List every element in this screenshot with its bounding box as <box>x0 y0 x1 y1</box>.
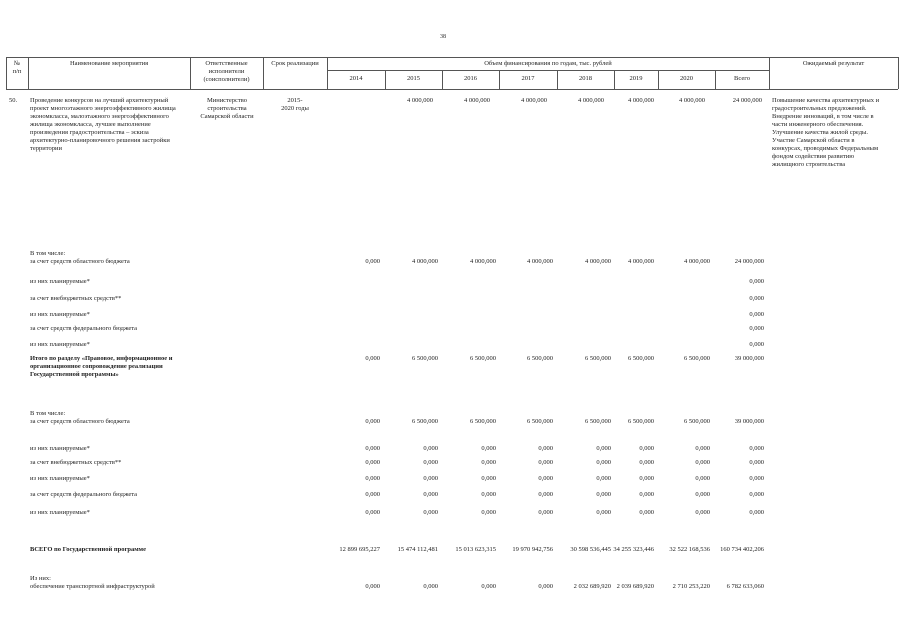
row-value-2020: 0,000 <box>695 459 710 466</box>
row-value-2019: 6 500,000 <box>628 418 654 425</box>
row-value-Всего: 0,000 <box>749 311 764 318</box>
header-name: Наименование мероприятия <box>69 60 149 67</box>
row-value-2015: 4 000,000 <box>412 258 438 265</box>
year-2014: 2014 <box>349 75 363 82</box>
row-value-Всего: 6 782 633,060 <box>726 583 764 590</box>
row-label: из них планируемые* <box>30 341 90 348</box>
row-value-2018: 2 032 689,920 <box>573 583 611 590</box>
row-label: за счет внебюджетных средств** <box>30 295 122 302</box>
row-label: Итого по разделу «Правовое, информационное и организационное сопровождение реализации Государственной программы» <box>30 355 173 378</box>
row-value-2015: 0,000 <box>423 475 438 482</box>
row-value-Всего: 0,000 <box>749 445 764 452</box>
row-value-2019: 0,000 <box>639 445 654 452</box>
item-value-2020: 4 000,000 <box>679 97 705 104</box>
row-value-2018: 6 500,000 <box>585 355 611 362</box>
row-value-2019: 2 039 689,920 <box>616 583 654 590</box>
item-value-2015: 4 000,000 <box>407 97 433 104</box>
row-value-2016: 15 013 623,315 <box>455 546 496 553</box>
item-value-2016: 4 000,000 <box>464 97 490 104</box>
item-term: 2015- 2020 годы <box>281 97 309 112</box>
row-label: В том числе: за счет средств областного бюджета <box>30 250 130 265</box>
row-value-2017: 0,000 <box>538 445 553 452</box>
row-value-2020: 0,000 <box>695 475 710 482</box>
row-value-2016: 0,000 <box>481 475 496 482</box>
row-label: из них планируемые* <box>30 445 90 452</box>
row-value-2019: 0,000 <box>639 459 654 466</box>
header-no: № п/п <box>12 60 22 75</box>
row-value-2016: 0,000 <box>481 459 496 466</box>
row-value-Всего: 0,000 <box>749 509 764 516</box>
row-label: из них планируемые* <box>30 278 90 285</box>
row-label: за счет средств федерального бюджета <box>30 491 138 498</box>
row-value-2017: 0,000 <box>538 459 553 466</box>
row-value-2015: 0,000 <box>423 445 438 452</box>
row-value-2016: 4 000,000 <box>470 258 496 265</box>
row-value-2014: 0,000 <box>365 491 380 498</box>
row-value-2015: 15 474 112,481 <box>397 546 438 553</box>
row-value-2020: 6 500,000 <box>684 418 710 425</box>
row-value-2015: 0,000 <box>423 509 438 516</box>
year-total: Всего <box>734 75 750 82</box>
year-2016: 2016 <box>464 75 477 82</box>
row-value-2020: 2 710 253,220 <box>672 583 710 590</box>
row-value-2017: 19 970 942,756 <box>512 546 553 553</box>
row-value-2019: 0,000 <box>639 475 654 482</box>
years-top-line <box>327 70 769 71</box>
row-value-2016: 6 500,000 <box>470 418 496 425</box>
page-number: 38 <box>440 34 446 40</box>
col-line <box>898 57 899 89</box>
row-label: из них планируемые* <box>30 475 90 482</box>
row-value-2014: 0,000 <box>365 418 380 425</box>
row-value-2018: 0,000 <box>596 475 611 482</box>
row-value-2016: 0,000 <box>481 491 496 498</box>
header-responsible: Ответственные исполнители (соисполнители) <box>203 60 250 83</box>
item-value-2018: 4 000,000 <box>578 97 604 104</box>
row-value-2015: 0,000 <box>423 583 438 590</box>
row-value-2018: 4 000,000 <box>585 258 611 265</box>
row-value-2017: 0,000 <box>538 475 553 482</box>
row-value-2020: 0,000 <box>695 491 710 498</box>
row-value-2015: 0,000 <box>423 459 438 466</box>
row-value-2014: 0,000 <box>365 258 380 265</box>
row-value-2017: 4 000,000 <box>527 258 553 265</box>
row-value-Всего: 0,000 <box>749 278 764 285</box>
row-value-2020: 32 522 168,536 <box>669 546 710 553</box>
row-value-2014: 0,000 <box>365 509 380 516</box>
row-value-2018: 0,000 <box>596 445 611 452</box>
row-value-2016: 0,000 <box>481 509 496 516</box>
item-value-total: 24 000,000 <box>732 97 762 104</box>
row-value-2020: 6 500,000 <box>684 355 710 362</box>
year-2017: 2017 <box>521 75 535 82</box>
row-value-2015: 6 500,000 <box>412 355 438 362</box>
row-value-2014: 0,000 <box>365 583 380 590</box>
row-value-2016: 0,000 <box>481 583 496 590</box>
year-2019: 2019 <box>629 75 643 82</box>
row-value-2020: 0,000 <box>695 445 710 452</box>
row-value-Всего: 0,000 <box>749 475 764 482</box>
row-value-2016: 6 500,000 <box>470 355 496 362</box>
row-label: за счет средств федерального бюджета <box>30 325 138 332</box>
year-2020: 2020 <box>680 75 693 82</box>
header-top-line <box>6 57 898 58</box>
row-value-2014: 0,000 <box>365 459 380 466</box>
row-value-2015: 6 500,000 <box>412 418 438 425</box>
item-result: Повышение качества архитектурных и градостроительных предложений. Внедрение инноваций, в том числе в части инженерного обеспечения. Улучшение качества жилой среды. Участие Самарской области в конкурсах, проводимых Федеральным фондом содействия развитию жилищного строительства <box>772 97 880 168</box>
row-value-Всего: 39 000,000 <box>734 355 764 362</box>
row-value-2019: 6 500,000 <box>628 355 654 362</box>
row-value-2018: 0,000 <box>596 509 611 516</box>
item-value-2019: 4 000,000 <box>628 97 654 104</box>
row-label: из них планируемые* <box>30 509 90 516</box>
year-2015: 2015 <box>407 75 420 82</box>
row-value-2018: 6 500,000 <box>585 418 611 425</box>
row-value-2017: 6 500,000 <box>527 355 553 362</box>
header-bottom-line <box>6 89 898 90</box>
row-label: из них планируемые* <box>30 311 90 318</box>
row-label: за счет внебюджетных средств** <box>30 459 122 466</box>
header-term: Срок реализации <box>271 60 319 67</box>
row-value-Всего: 0,000 <box>749 295 764 302</box>
row-value-2017: 0,000 <box>538 583 553 590</box>
row-value-Всего: 160 734 402,206 <box>720 546 764 553</box>
row-value-2018: 30 598 536,445 <box>570 546 611 553</box>
row-value-2020: 0,000 <box>695 509 710 516</box>
row-value-2018: 0,000 <box>596 459 611 466</box>
row-value-2018: 0,000 <box>596 491 611 498</box>
row-value-Всего: 0,000 <box>749 459 764 466</box>
row-value-Всего: 0,000 <box>749 491 764 498</box>
row-value-Всего: 39 000,000 <box>734 418 764 425</box>
header-funding: Объем финансирования по годам, тыс. рублей <box>484 60 612 67</box>
row-value-2014: 0,000 <box>365 355 380 362</box>
row-value-2014: 12 899 695,227 <box>339 546 380 553</box>
year-2018: 2018 <box>579 75 592 82</box>
row-value-2019: 4 000,000 <box>628 258 654 265</box>
row-value-Всего: 0,000 <box>749 325 764 332</box>
row-label: В том числе: за счет средств областного бюджета <box>30 410 130 425</box>
row-label: Из них: обеспечение транспортной инфраструктурой <box>30 575 155 590</box>
row-value-2019: 34 255 323,446 <box>613 546 654 553</box>
row-value-2019: 0,000 <box>639 509 654 516</box>
item-number: 50. <box>9 97 18 104</box>
row-value-2017: 0,000 <box>538 509 553 516</box>
row-value-2019: 0,000 <box>639 491 654 498</box>
item-responsible: Министерство строительства Самарской области <box>200 97 254 120</box>
row-value-Всего: 0,000 <box>749 341 764 348</box>
item-value-2017: 4 000,000 <box>521 97 547 104</box>
row-value-2014: 0,000 <box>365 445 380 452</box>
row-value-2017: 0,000 <box>538 491 553 498</box>
row-value-2015: 0,000 <box>423 491 438 498</box>
row-value-Всего: 24 000,000 <box>734 258 764 265</box>
header-result: Ожидаемый результат <box>802 60 865 67</box>
row-value-2017: 6 500,000 <box>527 418 553 425</box>
row-value-2020: 4 000,000 <box>684 258 710 265</box>
row-value-2016: 0,000 <box>481 445 496 452</box>
row-label: ВСЕГО по Государственной программе <box>30 546 146 553</box>
row-value-2014: 0,000 <box>365 475 380 482</box>
item-name: Проведение конкурсов на лучший архитектурный проект многоэтажного энергоэффективного жилища экономкласса, малоэтажного энергоэффективного жилища экономкласса, лучшее выполнение произведения градостроительства – эскиза архитектурно-планировочного решения застройки территории <box>30 97 176 152</box>
